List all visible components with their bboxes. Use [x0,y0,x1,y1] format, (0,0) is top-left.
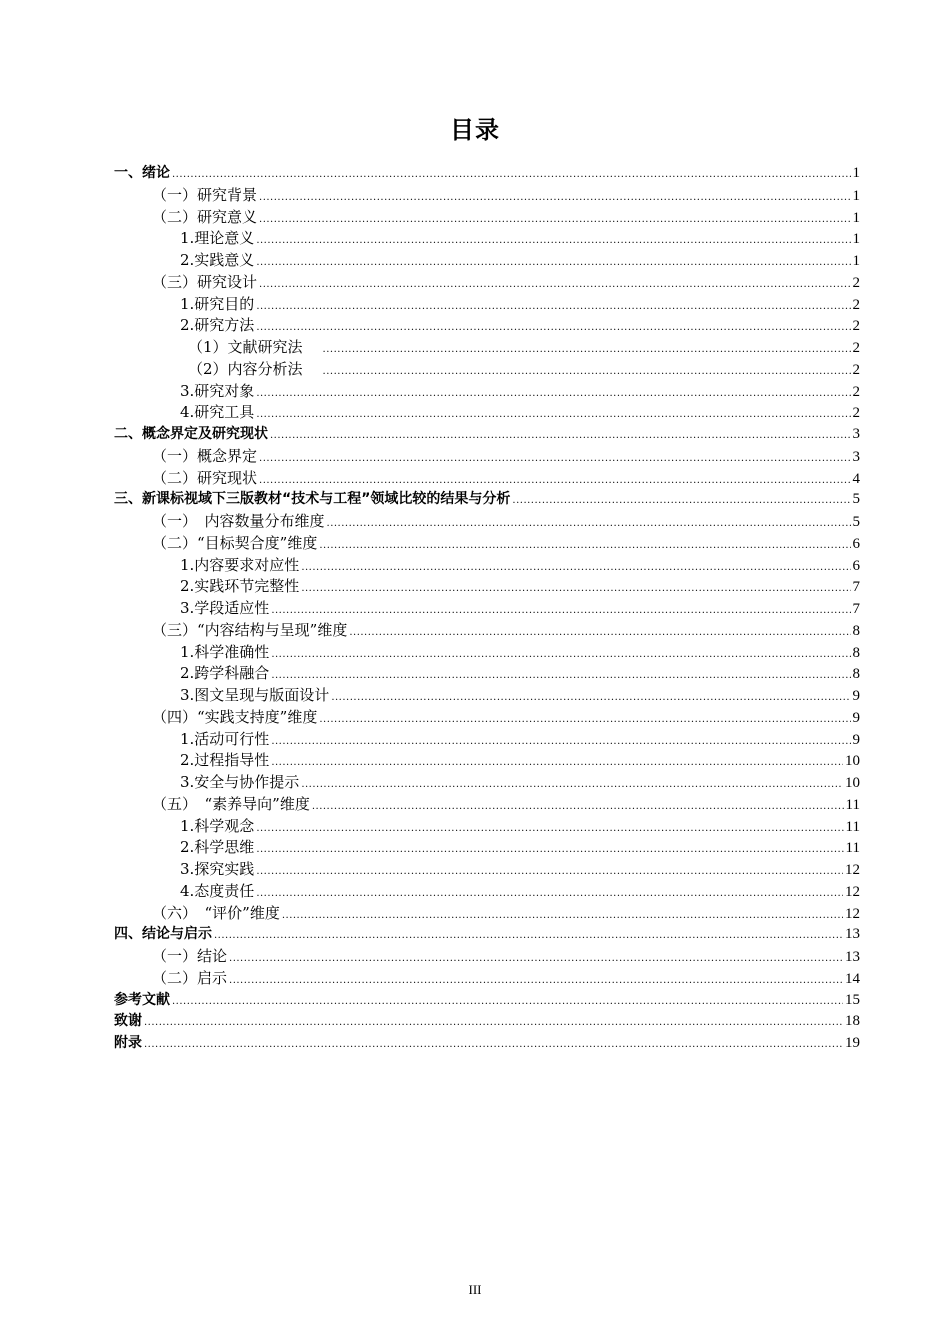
toc-entry-page-number: 1 [852,253,860,269]
toc-entry[interactable] [114,620,860,642]
dot-leader [256,839,843,861]
toc-entry[interactable] [114,924,860,946]
dot-leader [172,164,851,186]
toc-entry-label: 3.学段适应性 [180,599,270,617]
toc-entry-page-number: 2 [852,296,860,313]
toc-entry-label: 2.研究方法 [180,316,255,335]
toc-entry-page-number: 9 [852,709,860,726]
dot-leader [301,557,850,579]
dot-leader [259,187,850,209]
toc-entry[interactable] [114,402,860,424]
toc-entry-label: 参考文献 [114,991,170,1008]
toc-entry-page-number: 3 [852,426,860,442]
toc-entry-label: 1.研究目的 [180,294,255,313]
toc-entry-page-number: 4 [852,470,860,487]
toc-entry-label: 2.实践意义 [180,251,255,269]
toc-entry[interactable] [114,598,860,620]
toc-entry-label: （二）研究现状 [152,468,258,487]
dot-leader [172,991,843,1013]
toc-entry-label: 4.研究工具 [180,403,255,422]
toc-entry-page-number: 7 [852,601,860,617]
toc-entry[interactable] [114,489,860,511]
dot-leader [271,600,850,622]
toc-entry[interactable] [114,685,860,707]
toc-entry-label: 附录 [114,1035,142,1051]
dot-leader [144,1012,843,1034]
dot-leader [282,905,843,927]
toc-entry-label: （一）概念界定 [152,446,258,465]
toc-entry-label: 1.科学观念 [180,816,255,835]
toc-entry[interactable] [114,881,860,903]
dot-leader [301,774,843,796]
dot-leader [259,470,850,492]
dot-leader [270,425,851,447]
toc-entry-page-number: 1 [852,209,860,226]
toc-entry[interactable] [114,511,860,533]
dot-leader [259,209,850,231]
toc-entry[interactable] [114,185,860,207]
toc-entry[interactable] [114,1011,860,1033]
toc-entry-page-number: 2 [852,361,860,378]
toc-entry[interactable] [114,729,860,751]
dot-leader [256,317,850,339]
toc-entry[interactable] [114,837,860,859]
toc-entry-page-number: 15 [845,991,860,1008]
dot-leader [256,818,843,840]
toc-entry-label: （1）文献研究法 [188,338,303,356]
toc-entry-page-number: 8 [852,666,860,683]
dot-leader [271,644,850,666]
toc-entry-page-number: 12 [845,862,860,878]
toc-entry[interactable] [114,250,860,272]
toc-entry[interactable] [114,272,860,294]
toc-entry[interactable] [114,576,860,598]
toc-entry-page-number: 2 [852,318,860,335]
dot-leader [256,404,850,426]
toc-entry[interactable] [114,859,860,881]
toc-entry-page-number: 18 [845,1013,860,1030]
toc-entry[interactable] [114,794,860,816]
toc-entry[interactable] [114,163,860,185]
toc-entry-label: 一、绪论 [114,165,170,181]
dot-leader [323,339,851,361]
toc-entry-label: （一）研究背景 [152,185,258,204]
dot-leader [256,230,850,252]
toc-entry[interactable] [114,315,860,337]
dot-leader [214,925,843,947]
dot-leader [271,665,850,687]
dot-leader [319,535,850,557]
toc-entry-label: 致谢 [114,1013,142,1030]
dot-leader [323,361,851,383]
toc-entry[interactable] [114,359,860,381]
dot-leader [229,970,843,992]
toc-entry[interactable] [114,533,860,555]
toc-entry[interactable] [114,207,860,229]
toc-entry[interactable] [114,294,860,316]
toc-entry-page-number: 13 [845,949,860,965]
dot-leader [256,296,850,318]
toc-entry-label: 2.实践环节完整性 [180,577,300,596]
toc-entry-page-number: 11 [845,796,860,813]
toc-entry[interactable] [114,337,860,359]
toc-entry-page-number: 14 [845,970,860,987]
toc-entry-label: 2.过程指导性 [180,751,270,770]
toc-entry-page-number: 10 [845,753,860,770]
toc-entry[interactable] [114,772,860,794]
toc-entry-label: 3.研究对象 [180,381,255,400]
toc-entry-page-number: 1 [852,165,860,181]
dot-leader [259,274,850,296]
toc-entry-label: （一） 内容数量分布维度 [152,512,325,530]
toc-entry-label: 三、新课标视域下三版教材“技术与工程”领域比较的结果与分析 [114,491,511,508]
toc-entry-label: 3.图文呈现与版面设计 [180,686,330,704]
toc-entry-label: 四、结论与启示 [114,926,212,943]
toc-entry[interactable] [114,750,860,772]
toc-entry[interactable] [114,642,860,664]
toc-entry[interactable] [114,663,860,685]
toc-entry-label: （二）研究意义 [152,207,258,226]
toc-entry-page-number: 12 [845,905,860,922]
toc-entry[interactable] [114,903,860,925]
toc-entry-label: 1.科学准确性 [180,642,270,661]
dot-leader [271,752,843,774]
toc-entry-page-number: 6 [852,535,860,552]
toc-entry-page-number: 2 [852,340,860,356]
toc-entry[interactable] [114,1033,860,1055]
toc-entry[interactable] [114,468,860,490]
dot-leader [327,513,851,535]
dot-leader [229,948,843,970]
toc-entry-page-number: 3 [852,448,860,465]
toc-entry-label: （三）“内容结构与呈现”维度 [152,620,348,639]
toc-entry-page-number: 5 [852,491,860,508]
toc-entry-page-number: 8 [852,644,860,661]
toc-entry-page-number: 5 [852,514,860,530]
toc-entry-page-number: 6 [852,557,860,574]
dot-leader [301,578,850,600]
toc-entry-label: （二）“目标契合度”维度 [152,533,318,552]
dot-leader [256,883,843,905]
toc-entry-page-number: 2 [852,274,860,291]
dot-leader [259,448,850,470]
dot-leader [512,490,850,512]
toc-entry[interactable] [114,555,860,577]
dot-leader [256,383,850,405]
toc-entry-page-number: 1 [852,231,860,248]
toc-entry-label: 1.内容要求对应性 [180,555,300,574]
toc-entry[interactable] [114,424,860,446]
toc-entry-label: 二、概念界定及研究现状 [114,426,268,442]
toc-entry-label: 2.科学思维 [180,838,255,857]
toc-entry-label: （五） “素养导向”维度 [152,794,310,813]
toc-entry-page-number: 13 [845,926,860,943]
page-title: 目录 [450,116,500,144]
toc-entry-label: 1.活动可行性 [180,729,270,748]
toc-entry-page-number: 10 [845,775,860,791]
toc-entry-label: 3.探究实践 [180,860,255,878]
toc-entry[interactable] [114,228,860,250]
dot-leader [256,252,850,274]
toc-entry-page-number: 7 [852,579,860,596]
toc-entry[interactable] [114,946,860,968]
dot-leader [271,731,850,753]
toc-entry-label: 2.跨学科融合 [180,664,270,683]
toc-entry-label: （一）结论 [152,947,228,965]
toc-entry-label: （六） “评价”维度 [152,903,280,922]
toc-entry-label: 1.理论意义 [180,229,255,248]
toc-entry-label: （四）“实践支持度”维度 [152,707,318,726]
toc-entry-page-number: 11 [845,840,860,857]
toc-entry[interactable] [114,968,860,990]
toc-entry-page-number: 19 [845,1035,860,1051]
toc-entry-page-number: 9 [852,688,860,704]
toc-entry-label: 3.安全与协作提示 [180,773,300,791]
page-number-footer: III [468,1282,482,1297]
dot-leader [331,687,850,709]
toc-entry-label: （二）启示 [152,968,228,987]
toc-entry[interactable] [114,707,860,729]
dot-leader [349,622,850,644]
toc-entry-page-number: 1 [852,187,860,204]
dot-leader [256,861,843,883]
dot-leader [319,709,850,731]
toc-entry[interactable] [114,446,860,468]
toc-entry-page-number: 11 [845,818,860,835]
toc-entry-page-number: 2 [852,405,860,422]
toc-entry[interactable] [114,990,860,1012]
toc-entry-page-number: 12 [845,883,860,900]
toc-entry-label: （2）内容分析法 [188,359,303,378]
toc-entry-page-number: 2 [852,383,860,400]
toc-entry[interactable] [114,381,860,403]
toc-entry-page-number: 9 [852,731,860,748]
toc-entry[interactable] [114,816,860,838]
table-of-contents [114,163,860,1055]
toc-entry-label: 4.态度责任 [180,881,255,900]
toc-entry-page-number: 8 [852,622,860,639]
dot-leader [312,796,844,818]
dot-leader [144,1034,843,1056]
toc-entry-label: （三）研究设计 [152,272,258,291]
